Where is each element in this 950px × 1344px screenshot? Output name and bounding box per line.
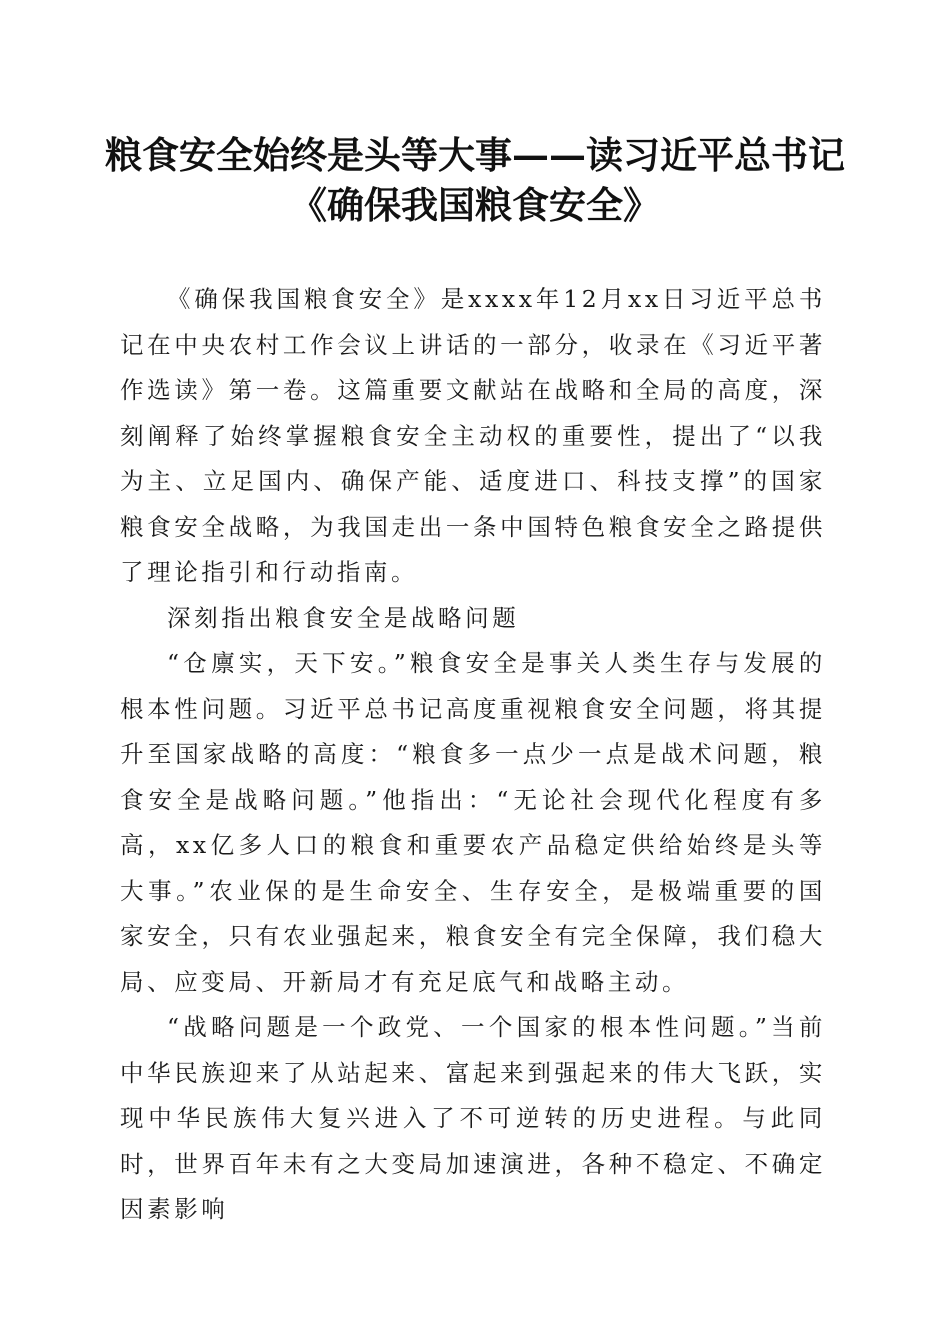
document-body bbox=[120, 277, 826, 1233]
document-title bbox=[100, 130, 850, 230]
title-line-2: 《确保我国粮食安全》 bbox=[290, 183, 660, 227]
paragraph: “仓廪实，天下安。”粮食安全是事关人类生存与发展的根本性问题。习近平总书记高度重视粮食安全问题，将其提升至国家战略的高度：“粮食多一点少一点是战术问题，粮食安全是战略问题。”他指出：“无论社会现代化程度有多高，xx亿多人口的粮食和重要农产品稳定供给始终是头等大事。”农业保的是生命安全、生存安全，是极端重要的国家安全，只有农业强起来，粮食安全有完全保障，我们稳大局、应变局、开新局才有充足底气和战略主动。 bbox=[120, 649, 826, 996]
paragraph: “战略问题是一个政党、一个国家的根本性问题。”当前中华民族迎来了从站起来、富起来到强起来的伟大飞跃，实现中华民族伟大复兴进入了不可逆转的历史进程。与此同时，世界百年未有之大变局加速演进，各种不稳定、不确定因素影响 bbox=[120, 1013, 826, 1223]
section-heading: 深刻指出粮食安全是战略问题 bbox=[167, 603, 520, 632]
title-line-1: 粮食安全始终是头等大事——读习近平总书记 bbox=[105, 133, 845, 177]
paragraph-intro: 《确保我国粮食安全》是xxxx年12月xx日习近平总书记在中央农村工作会议上讲话的一部分，收录在《习近平著作选读》第一卷。这篇重要文献站在战略和全局的高度，深刻阐释了始终掌握粮食安全主动权的重要性，提出了“以我为主、立足国内、确保产能、适度进口、科技支撑”的国家粮食安全战略，为我国走出一条中国特色粮食安全之路提供了理论指引和行动指南。 bbox=[120, 285, 826, 586]
